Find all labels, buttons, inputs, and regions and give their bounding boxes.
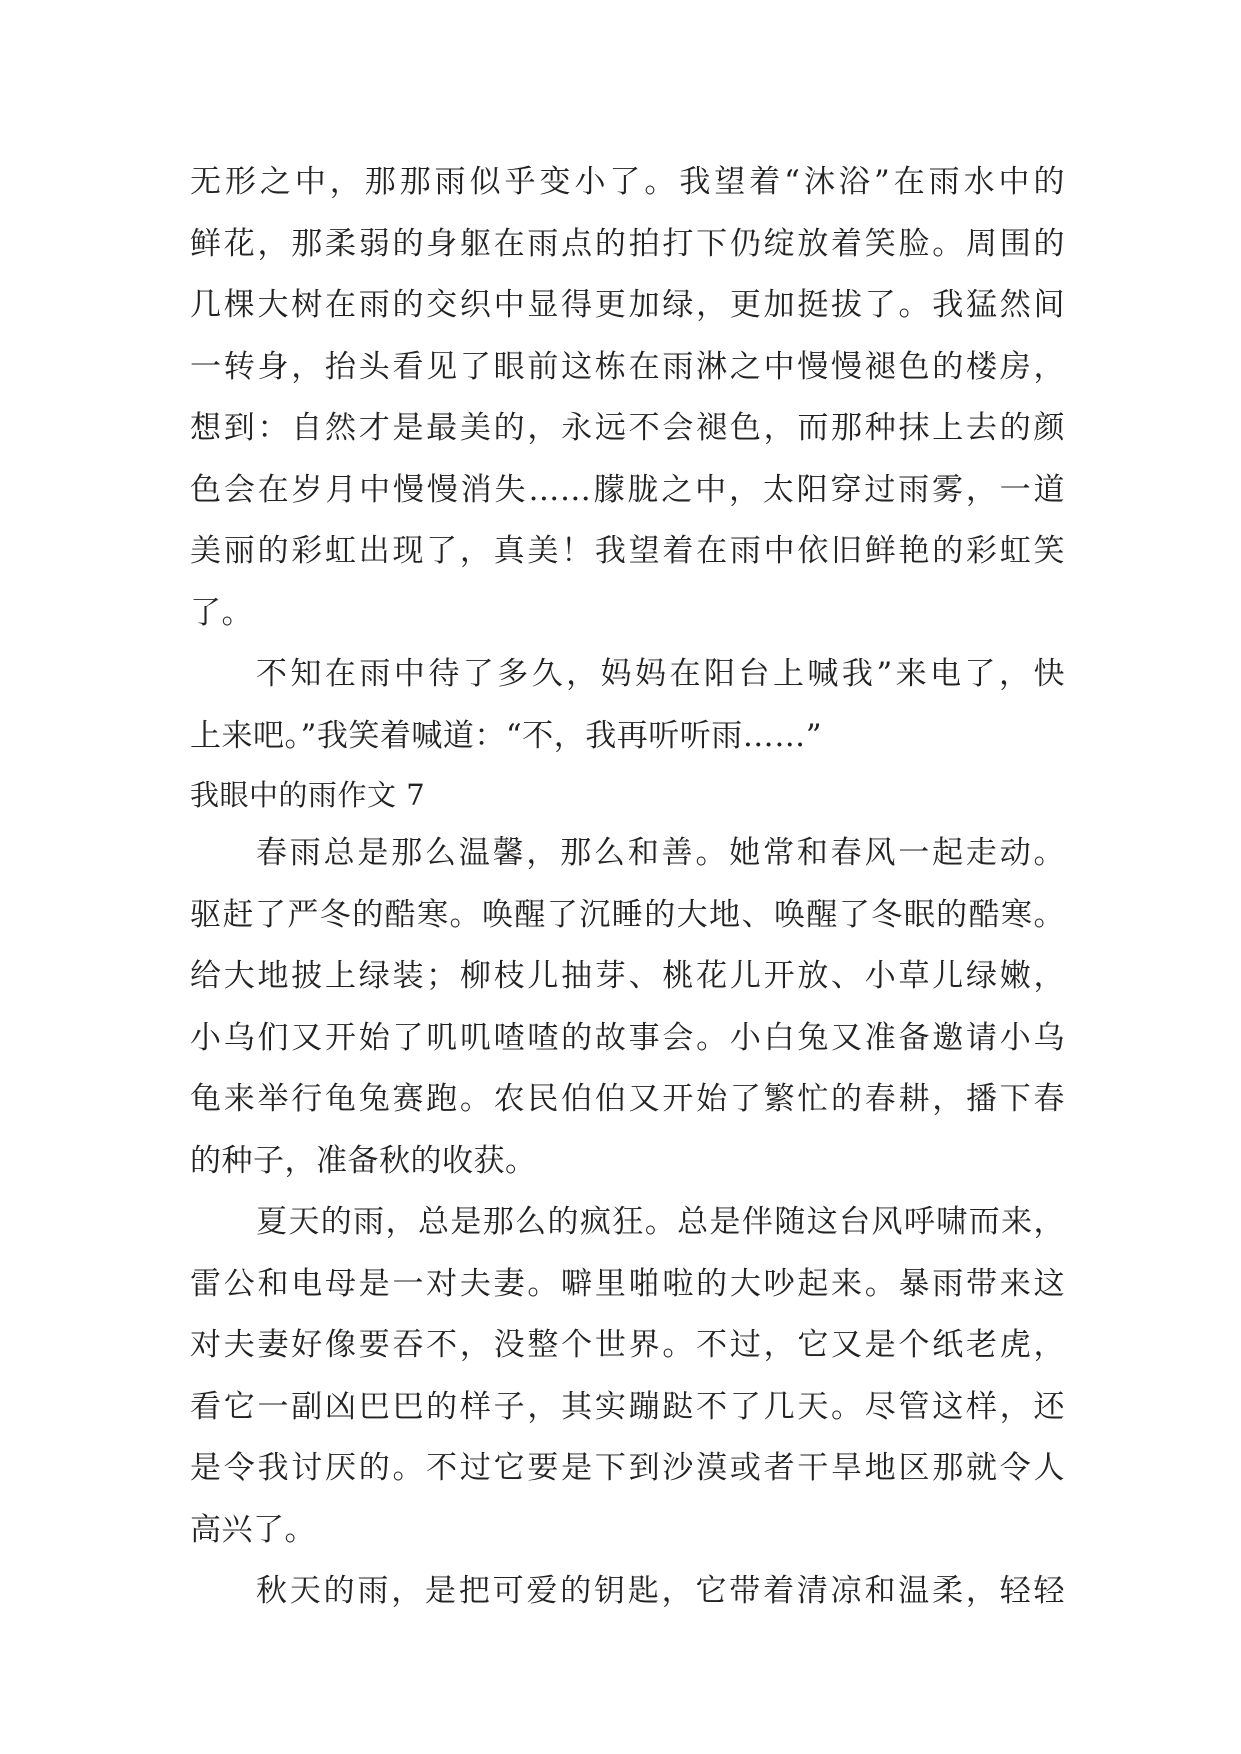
- paragraph-first-line: 不知在雨中待了多久，妈妈在阳台上喊我”来电了，快: [256, 656, 1065, 692]
- text-line: 小乌们又开始了叽叽喳喳的故事会。小白兔又准备邀请小乌: [190, 1019, 1065, 1056]
- text-line: 看它一副凶巴巴的样子，其实蹦跶不了几天。尽管这样，还: [190, 1388, 1065, 1425]
- paragraph-first-line: 夏天的雨，总是那么的疯狂。总是伴随这台风呼啸而来，: [256, 1204, 1065, 1240]
- text-line: 雷公和电母是一对夫妻。噼里啪啦的大吵起来。暴雨带来这: [190, 1265, 1065, 1302]
- text-line: 色会在岁月中慢慢消失……朦胧之中，太阳穿过雨雾，一道: [190, 471, 1065, 508]
- text-line: 美丽的彩虹出现了，真美！我望着在雨中依旧鲜艳的彩虹笑: [190, 533, 1065, 569]
- text-line: 鲜花，那柔弱的身躯在雨点的拍打下仍绽放着笑脸。周围的: [190, 225, 1065, 262]
- text-line: 高兴了。: [190, 1511, 316, 1548]
- text-line: 的种子，准备秋的收获。: [190, 1142, 537, 1179]
- section-heading: 我眼中的雨作文 7: [190, 778, 426, 812]
- text-line: 驱赶了严冬的酷寒。唤醒了沉睡的大地、唤醒了冬眠的酷寒。: [190, 896, 1065, 933]
- text-line: 无形之中，那那雨似乎变小了。我望着“沐浴”在雨水中的: [190, 164, 1065, 200]
- text-line: 了。: [190, 594, 253, 631]
- paragraph-first-line: 春雨总是那么温馨，那么和善。她常和春风一起走动。: [256, 835, 1065, 871]
- text-line: 几棵大树在雨的交织中显得更加绿，更加挺拔了。我猛然间: [190, 287, 1065, 323]
- document-page: [190, 152, 1065, 1623]
- paragraph-first-line: 秋天的雨，是把可爱的钥匙，它带着清凉和温柔，轻轻: [256, 1573, 1065, 1609]
- text-line: 对夫妻好像要吞不，没整个世界。不过，它又是个纸老虎，: [190, 1327, 1065, 1363]
- text-line: 是令我讨厌的。不过它要是下到沙漠或者干旱地区那就令人: [190, 1450, 1065, 1486]
- text-line: 一转身，抬头看见了眼前这栋在雨淋之中慢慢褪色的楼房，: [190, 348, 1065, 385]
- text-line: 想到：自然才是最美的，永远不会褪色，而那种抹上去的颜: [190, 410, 1065, 446]
- text-line: 上来吧。”我笑着喊道：“不，我再听听雨……”: [190, 717, 823, 754]
- text-line: 给大地披上绿装；柳枝儿抽芽、桃花儿开放、小草儿绿嫩，: [190, 958, 1065, 994]
- text-line: 龟来举行龟兔赛跑。农民伯伯又开始了繁忙的春耕，播下春: [190, 1081, 1065, 1117]
